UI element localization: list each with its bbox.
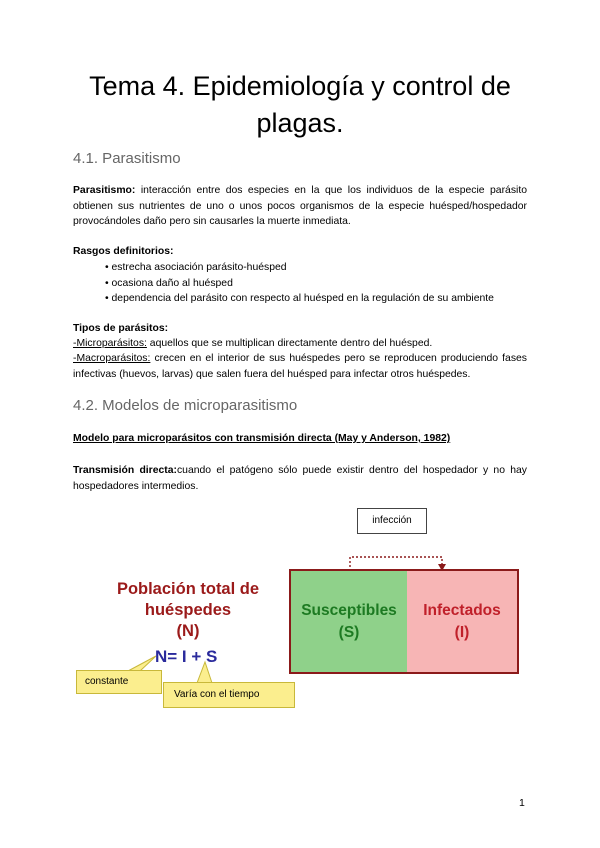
susceptible-symbol: (S) [338,623,360,641]
macro-definition: crecen en el interior de sus huéspedes pero se reproducen produciendo fases infectivas (huevos, larvas) que salen fuera del huésped para infectar otros huéspedes. [73,353,527,380]
population-title-line1: Población total de [116,580,260,598]
section-heading-microparasitismo: 4.2. Modelos de microparasitismo [73,397,298,414]
section-heading-parasitismo: 4.1. Parasitismo [73,150,181,167]
infected-compartment [407,571,517,672]
callout-constant-pointer [128,656,156,671]
population-title-line2: huéspedes [144,601,232,619]
population-title-line3: (N) [176,622,200,640]
list-item: • ocasiona daño al huésped [105,276,494,292]
callout-constant: constante [76,670,162,694]
transmission-term: Transmisión directa: [73,465,177,476]
infection-label-box: infección [357,508,427,534]
traits-heading: Rasgos definitorios: [73,246,174,257]
infected-label: Infectados [423,601,501,619]
types-heading: Tipos de parásitos: [73,323,169,334]
micro-term: -Microparásitos: [73,338,147,349]
page-title: Tema 4. Epidemiología y control de plagas. [89,71,511,138]
macro-term: -Macroparásitos: [73,353,151,364]
definition-term: Parasitismo: [73,185,136,196]
infected-symbol: (I) [454,623,470,641]
definition-text: interacción entre dos especies en la que los individuos de la especie parásito obtienen sus nutrientes de uno o unos pocos organismos de la especie huésped/hospedador provocándoles daño pero sin causarles la muerte inmediata. [73,185,527,227]
micro-definition: aquellos que se multiplican directamente dentro del huésped. [146,338,433,349]
callout-varies: Varía con el tiempo [163,682,295,708]
page-number: 1 [519,797,525,809]
model-heading: Modelo para microparásitos con transmisión directa (May y Anderson, 1982) [73,433,451,444]
population-formula: N= I + S [155,647,218,666]
susceptible-label: Susceptibles [301,601,397,619]
population-compartments [289,569,519,674]
list-item: • estrecha asociación parásito-huésped [105,260,494,276]
transmission-text: cuando el patógeno sólo puede existir dentro del hospedador y no hay hospedadores intermedios. [73,465,527,492]
population-title [110,579,266,642]
susceptible-compartment [291,571,407,672]
list-item: • dependencia del parásito con respecto al huésped en la regulación de su ambiente [105,291,494,307]
